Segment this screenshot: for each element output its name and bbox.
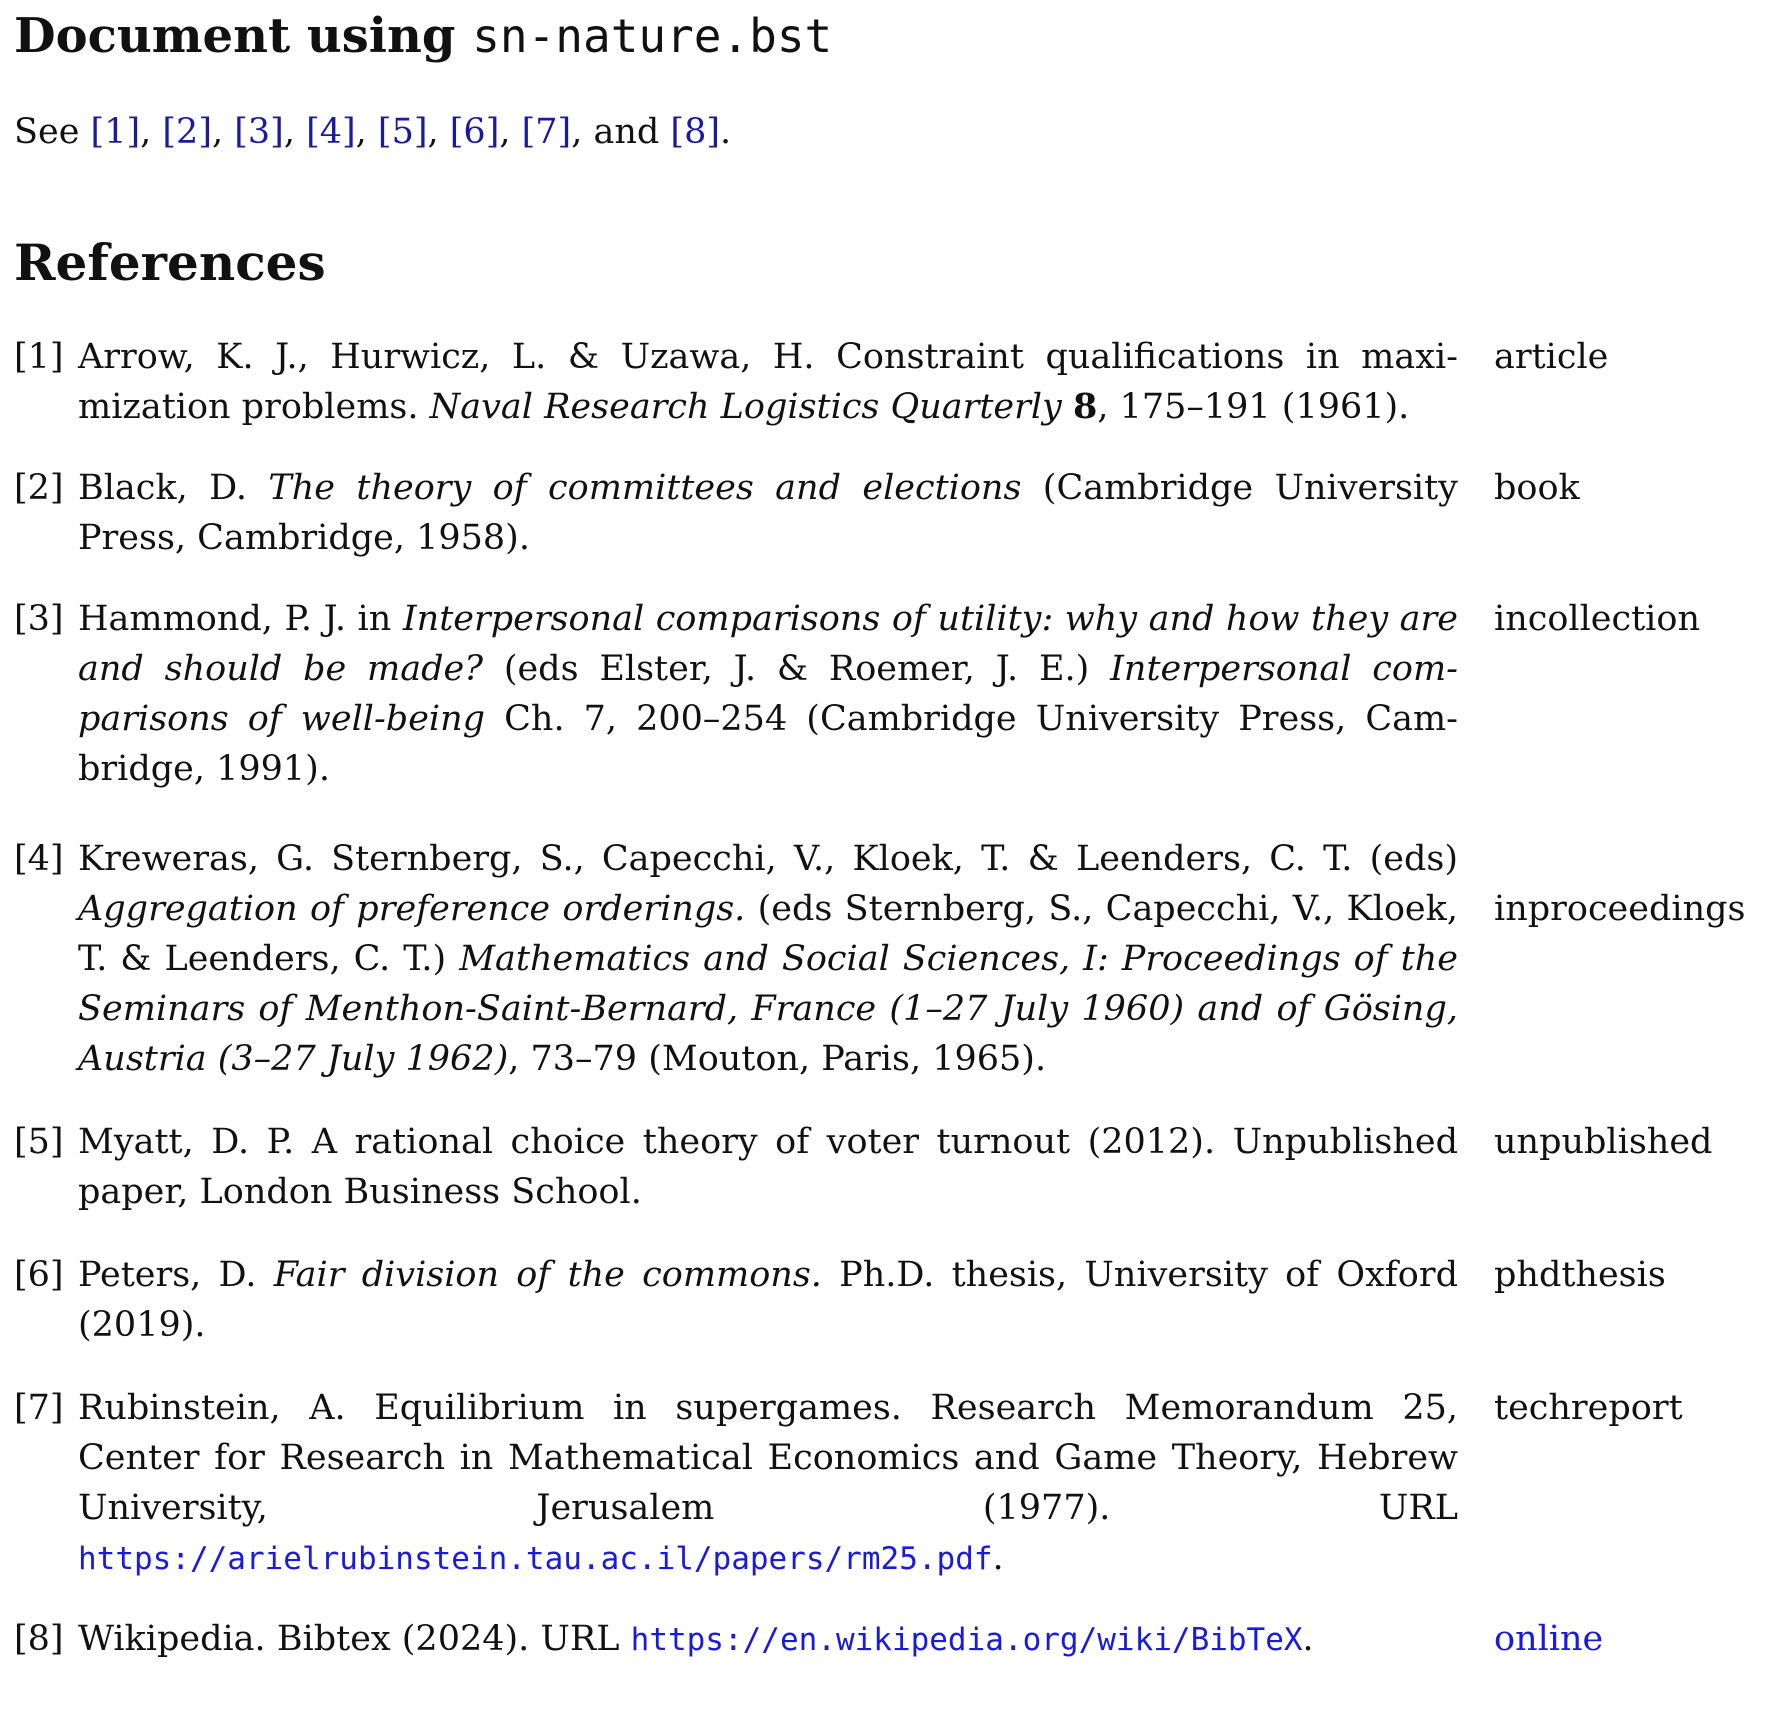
citation-link-3[interactable]: [3] <box>234 112 284 152</box>
reference-title: Equilibrium in supergames. <box>374 1388 902 1428</box>
reference-number: [5] <box>14 1122 64 1162</box>
reference-details: Ph.D. thesis, University of Oxford (2019). <box>78 1255 1458 1345</box>
reference-type: article <box>1494 337 1609 377</box>
reference-details: (Cambridge University Press, Cambridge, 1958). <box>78 468 1458 558</box>
reference-title: Constraint qualifications in maximization problems. <box>78 337 1458 427</box>
reference-authors: Black, D. <box>78 468 248 508</box>
reference-number: [8] <box>14 1619 64 1659</box>
reference-number: [6] <box>14 1255 64 1295</box>
reference-authors: Wikipedia. <box>78 1619 266 1659</box>
reference-type: inproceedings <box>1494 889 1746 929</box>
url-label: URL <box>540 1619 620 1659</box>
reference-authors: Peters, D. <box>78 1255 257 1295</box>
reference-title: A rational choice theory of voter turnout (2012). <box>311 1122 1216 1162</box>
citation-link-8[interactable]: [8] <box>670 112 720 152</box>
reference-details: Unpublished paper, London Business School. <box>78 1122 1458 1212</box>
citation-link-5[interactable]: [5] <box>377 112 428 152</box>
reference-text <box>78 1250 1458 1350</box>
reference-editors: (eds Sternberg, S., Capecchi, V., Kloek, T. & Leenders, C. T.) <box>78 889 1458 979</box>
reference-number: [4] <box>14 839 64 879</box>
reference-details: , 73–79 (Mouton, Paris, 1965). <box>508 1039 1047 1079</box>
citation-link-6[interactable]: [6] <box>449 112 500 152</box>
reference-url-link[interactable]: https://arielrubinstein.tau.ac.il/papers/rm25.pdf <box>78 1541 993 1577</box>
url-label: URL <box>1378 1488 1458 1528</box>
reference-booktitle: Interpersonal comparisons of well-being <box>78 649 1458 739</box>
references-heading: References <box>14 233 326 292</box>
citation-link-2[interactable]: [2] <box>162 112 212 152</box>
reference-number: [3] <box>14 599 64 639</box>
citation-link-4[interactable]: [4] <box>306 112 356 152</box>
reference-text <box>78 332 1458 432</box>
reference-title: Interpersonal comparisons of utility: why and how they are and should be made? <box>78 599 1458 689</box>
reference-authors: Hammond, P. J. in <box>78 599 392 639</box>
reference-title: Bibtex (2024). <box>276 1619 530 1659</box>
reference-title: Fair division of the commons. <box>273 1255 822 1295</box>
document-title <box>14 6 832 66</box>
intro-see: See <box>14 112 80 152</box>
reference-text <box>78 834 1458 1084</box>
reference-journal: Naval Research Logistics Quarterly <box>429 387 1062 427</box>
reference-type: unpublished <box>1494 1122 1713 1162</box>
reference-type-link[interactable]: online <box>1494 1619 1604 1659</box>
reference-title: Aggregation of preference orderings. <box>78 889 746 929</box>
reference-booktitle: Mathematics and Social Sciences, I: Proceedings of the Seminars of Menthon-Saint-Bernard, France (1–27 July 1960) and of Gösing, Austria (3–27 July 1962) <box>78 939 1458 1079</box>
reference-details: Research Memorandum 25, Center for Research in Mathematical Economics and Game Theory, Hebrew University, Jerusalem (1977). <box>78 1388 1458 1528</box>
reference-type: book <box>1494 468 1580 508</box>
citation-link-1[interactable]: [1] <box>90 112 141 152</box>
reference-type: techreport <box>1494 1388 1683 1428</box>
reference-text: Rubinstein, A. Equilibrium in supergames. Research Memorandum 25, Center for Research in Mathematical Economics and Game Theory, Hebrew University, Jerusalem (1977). URL https://arielrubinstein.tau.ac.il/papers/rm25.pdf. <box>78 1388 1458 1578</box>
title-prefix: Document using <box>14 8 456 64</box>
reference-title: The theory of committees and elections <box>268 468 1022 508</box>
reference-details: Ch. 7, 200–254 (Cambridge University Press, Cambridge, 1991). <box>78 699 1458 789</box>
intro-and: and <box>593 112 660 152</box>
reference-volume: 8 <box>1072 386 1098 427</box>
reference-authors: Rubinstein, A. <box>78 1388 346 1428</box>
reference-text <box>78 463 1458 563</box>
reference-authors: Kreweras, G. Sternberg, S., Capecchi, V., Kloek, T. & Leenders, C. T. (eds) <box>78 839 1458 879</box>
title-filename: sn-nature.bst <box>472 9 833 63</box>
reference-type: phdthesis <box>1494 1255 1666 1295</box>
reference-number: [2] <box>14 468 64 508</box>
reference-url-link[interactable]: https://en.wikipedia.org/wiki/BibTeX <box>630 1622 1303 1658</box>
reference-details: , 175–191 (1961). <box>1097 387 1410 427</box>
reference-authors: Arrow, K. J., Hurwicz, L. & Uzawa, H. <box>78 337 815 377</box>
reference-text: Wikipedia. Bibtex (2024). URL https://en.wikipedia.org/wiki/BibTeX. <box>78 1619 1314 1659</box>
reference-text <box>78 594 1458 794</box>
reference-number: [1] <box>14 337 64 377</box>
reference-number: [7] <box>14 1388 64 1428</box>
reference-editors: (eds Elster, J. & Roemer, J. E.) <box>503 649 1090 689</box>
intro-paragraph: See [1], [2], [3], [4], [5], [6], [7], and [8]. <box>14 112 732 152</box>
citation-link-7[interactable]: [7] <box>521 112 572 152</box>
reference-type: incollection <box>1494 599 1700 639</box>
reference-authors: Myatt, D. P. <box>78 1122 295 1162</box>
reference-text <box>78 1117 1458 1217</box>
